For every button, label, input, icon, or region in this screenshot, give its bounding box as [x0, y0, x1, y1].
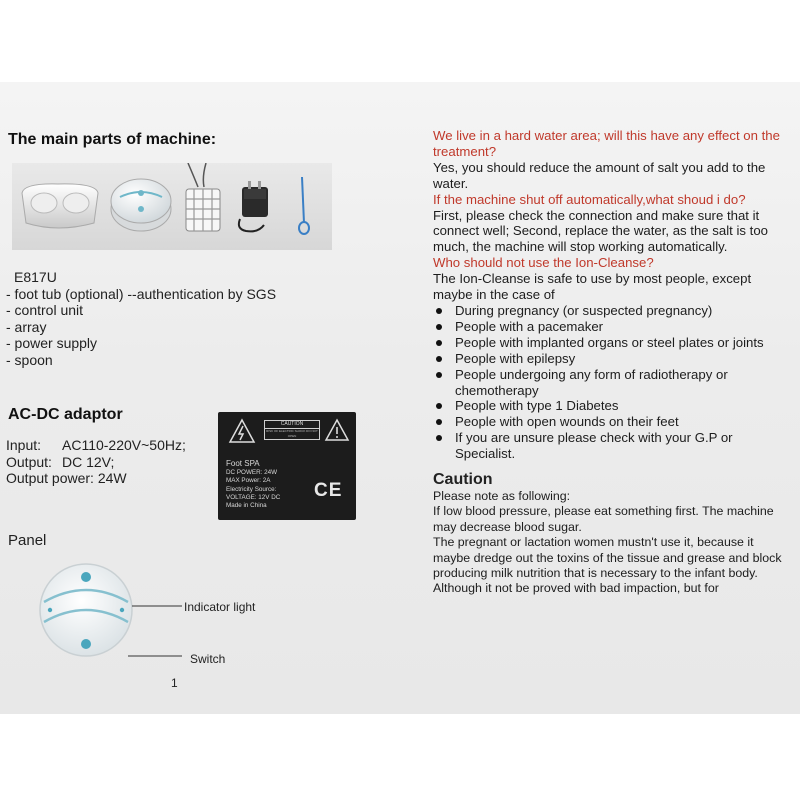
spec-label: Output: — [6, 453, 52, 470]
list-item: People with type 1 Diabetes — [433, 398, 793, 414]
list-item: People with a pacemaker — [433, 319, 793, 335]
spec-value: DC 12V; — [62, 453, 115, 470]
parts-photo-strip — [12, 163, 332, 250]
caution-line: If low blood pressure, please eat something first. The machine may decrease blood sugar. — [433, 504, 774, 534]
list-item: - control unit — [6, 302, 84, 318]
list-item: - foot tub (optional) --authentication by SGS — [6, 285, 277, 302]
list-item: People with epilepsy — [433, 351, 793, 367]
list-item: People undergoing any form of radiotherapy or chemotherapy — [433, 367, 793, 399]
spec-row — [6, 470, 186, 487]
plate-line: Made in China — [226, 502, 267, 510]
plate-line: DC POWER: 24W — [226, 469, 278, 476]
foot-tub-image — [18, 181, 102, 233]
caution-title: Caution — [433, 471, 493, 489]
adaptor-label-plate — [218, 412, 356, 520]
control-unit-image — [108, 171, 174, 237]
electric-warning-icon — [228, 418, 256, 444]
faq-answer: First, please check the connection and make sure that it connect well; Second, replace the water, as the salt is too much, the machine will stop working automatically. — [433, 207, 769, 255]
list-item: People with open wounds on their feet — [433, 414, 793, 430]
plate-line: VOLTAGE: 12V DC — [226, 493, 281, 501]
plate-specs — [226, 459, 280, 510]
page-number: 1 — [171, 676, 178, 690]
list-item: People with implanted organs or steel plates or joints — [433, 335, 793, 351]
spoon-image — [288, 173, 318, 239]
list-item: - power supply — [6, 335, 98, 351]
caution-label: CAUTION — [265, 421, 319, 429]
list-item: During pregnancy (or suspected pregnancy) — [433, 303, 793, 319]
model-number: E817U — [14, 269, 57, 285]
plate-line: Foot SPA — [226, 459, 260, 468]
panel-diagram — [36, 560, 186, 670]
caution-box — [264, 420, 320, 440]
spec-label: Input: — [6, 437, 42, 453]
caution-line: The pregnant or lactation women mustn't use it, because it maybe dredge out the toxins of the tissue and grease and block producing milk nutrition that is necessary to the infant body. Although it not be proved with bad impaction, but for — [433, 535, 782, 596]
caution-body — [433, 489, 793, 597]
caution-fine-print: RISK OF ELECTRIC SHOCK DO NOT OPEN — [266, 429, 318, 438]
adaptor-specs — [6, 437, 186, 487]
parts-list — [6, 269, 276, 368]
array-image — [180, 163, 226, 247]
exclamation-warning-icon — [324, 418, 350, 442]
ce-mark: CE — [314, 480, 343, 501]
power-supply-image — [234, 177, 278, 233]
switch-label: Switch — [190, 652, 226, 666]
main-parts-title: The main parts of machine: — [8, 131, 217, 148]
adaptor-title: AC-DC adaptor — [8, 406, 123, 423]
plate-line: Electricity Source: — [226, 485, 277, 493]
spec-row — [6, 454, 186, 471]
caution-line: Please note as following: — [433, 488, 571, 503]
list-item: If you are unsure please check with your G.P or Specialist. — [433, 430, 793, 462]
spec-value: AC110-220V~50Hz; — [62, 437, 186, 453]
faq-column — [433, 128, 793, 597]
faq-question: Who should not use the Ion-Cleanse? — [433, 255, 654, 271]
faq-answer: Yes, you should reduce the amount of salt you add to the water. — [433, 159, 766, 191]
plate-line: MAX Power: 2A — [226, 477, 271, 485]
faq-question: We live in a hard water area; will this have any effect on the treatment? — [433, 128, 780, 159]
spec-label: Output power: 24W — [6, 470, 127, 486]
indicator-light-label: Indicator light — [184, 600, 256, 614]
panel-title: Panel — [8, 532, 47, 549]
list-item: - array — [6, 318, 47, 335]
list-item: - spoon — [6, 351, 53, 368]
contraindication-list — [433, 303, 793, 462]
faq-answer: The Ion-Cleanse is safe to use by most people, except maybe in the case of — [433, 271, 752, 303]
faq-question: If the machine shut off automatically,what shoud i do? — [433, 191, 746, 207]
spec-row — [6, 437, 186, 454]
